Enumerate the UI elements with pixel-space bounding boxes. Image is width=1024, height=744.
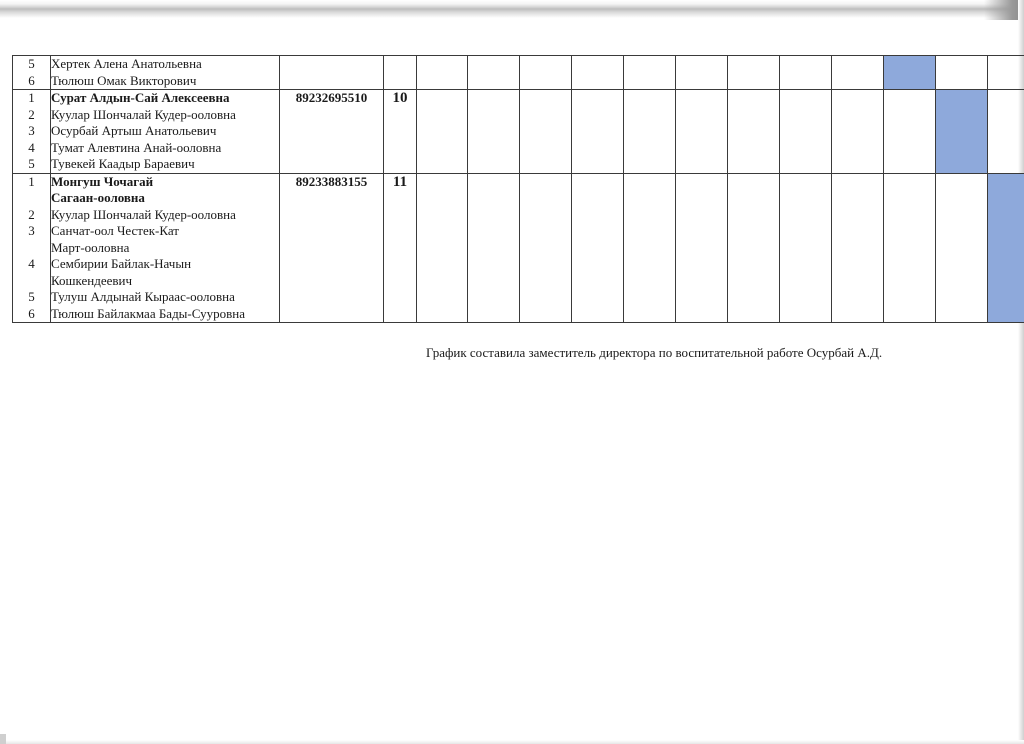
member-number: 4 (28, 256, 35, 271)
schedule-cell (468, 173, 520, 323)
scan-edge-bottom (0, 740, 1024, 744)
member-number: 6 (28, 72, 35, 88)
schedule-cell (728, 90, 780, 174)
member-number: 3 (28, 123, 35, 138)
member-name: Тувекей Каадыр Бараевич (51, 156, 195, 171)
phone-number-cell: 89233883155 (280, 173, 384, 323)
schedule-cell (832, 56, 884, 90)
schedule-cell (780, 90, 832, 174)
member-number-cell (13, 90, 51, 174)
member-name: Тюлюш Байлакмаа Бады-Сууровна (51, 305, 245, 321)
schedule-cell (572, 173, 624, 323)
schedule-cell (780, 56, 832, 90)
member-number (13, 190, 50, 207)
schedule-cell (884, 90, 936, 174)
schedule-cell (624, 56, 676, 90)
duty-marked-cell (884, 56, 936, 90)
member-number-cell (13, 56, 51, 90)
schedule-cell (468, 56, 520, 90)
schedule-body (13, 56, 1024, 323)
member-name: Тумат Алевтина Анай-ооловна (51, 139, 222, 155)
member-number: 1 (28, 90, 35, 105)
member-name: Кошкендеевич (51, 272, 133, 288)
member-number: 2 (28, 106, 35, 122)
schedule-cell (572, 56, 624, 90)
member-names-cell (51, 90, 280, 174)
member-name: Сагаан-ооловна (51, 190, 145, 205)
schedule-cell (988, 90, 1024, 174)
schedule-cell (572, 90, 624, 174)
schedule-cell (520, 56, 572, 90)
member-name: Сурат Алдын-Сай Алексеевна (51, 90, 230, 105)
member-number: 5 (28, 56, 35, 71)
group-row (13, 56, 1024, 90)
schedule-cell (624, 90, 676, 174)
member-number: 5 (28, 289, 35, 304)
member-names-cell (51, 56, 280, 90)
member-name: Куулар Шончалай Кудер-ооловна (51, 206, 236, 222)
member-name: Монгуш Чочагай (51, 173, 154, 189)
schedule-cell (780, 173, 832, 323)
duty-schedule-table (12, 55, 1024, 323)
member-number: 4 (28, 139, 35, 155)
member-number: 5 (28, 156, 35, 171)
schedule-cell (884, 173, 936, 323)
schedule-cell (676, 90, 728, 174)
schedule-cell (832, 90, 884, 174)
member-name: Март-ооловна (51, 239, 130, 255)
group-row (13, 90, 1024, 174)
member-name: Тулуш Алдынай Кыраас-ооловна (51, 289, 235, 304)
member-number: 1 (28, 173, 35, 189)
schedule-cell (417, 56, 468, 90)
schedule-cell (624, 173, 676, 323)
member-name: Куулар Шончалай Кудер-ооловна (51, 106, 236, 122)
schedule-cell (728, 56, 780, 90)
schedule-cell (417, 90, 468, 174)
member-number: 3 (28, 223, 35, 238)
member-name: Осурбай Артыш Анатольевич (51, 123, 217, 138)
member-name: Хертек Алена Анатольевна (51, 56, 202, 71)
class-number-cell: 10 (384, 90, 417, 174)
class-number-cell: 11 (384, 173, 417, 323)
schedule-cell (520, 90, 572, 174)
schedule-cell (520, 173, 572, 323)
class-number-cell (384, 56, 417, 90)
duty-marked-cell (936, 90, 988, 174)
schedule-cell (676, 56, 728, 90)
schedule-cell (728, 173, 780, 323)
schedule-cell (676, 173, 728, 323)
member-number (13, 240, 50, 257)
phone-number-cell (280, 56, 384, 90)
member-name: Тюлюш Омак Викторович (51, 72, 197, 88)
scan-corner-mark (0, 734, 6, 744)
member-number: 2 (28, 206, 35, 222)
compiled-by-signature: График составила заместитель директора по воспитательной работе Осурбай А.Д. (426, 345, 883, 360)
schedule-cell (936, 56, 988, 90)
schedule-cell (988, 56, 1024, 90)
schedule-cell (417, 173, 468, 323)
phone-number-cell: 89232695510 (280, 90, 384, 174)
member-name: Сембирии Байлак-Начын (51, 256, 192, 271)
schedule-cell (468, 90, 520, 174)
member-names-cell (51, 173, 280, 323)
member-name: Санчат-оол Честек-Кат (51, 223, 179, 238)
scan-edge-top (0, 0, 1024, 20)
schedule-cell (936, 173, 988, 323)
schedule-cell (832, 173, 884, 323)
member-number: 6 (28, 305, 35, 321)
duty-marked-cell (988, 173, 1024, 323)
member-number (13, 273, 50, 290)
group-row (13, 173, 1024, 323)
member-number-cell (13, 173, 51, 323)
